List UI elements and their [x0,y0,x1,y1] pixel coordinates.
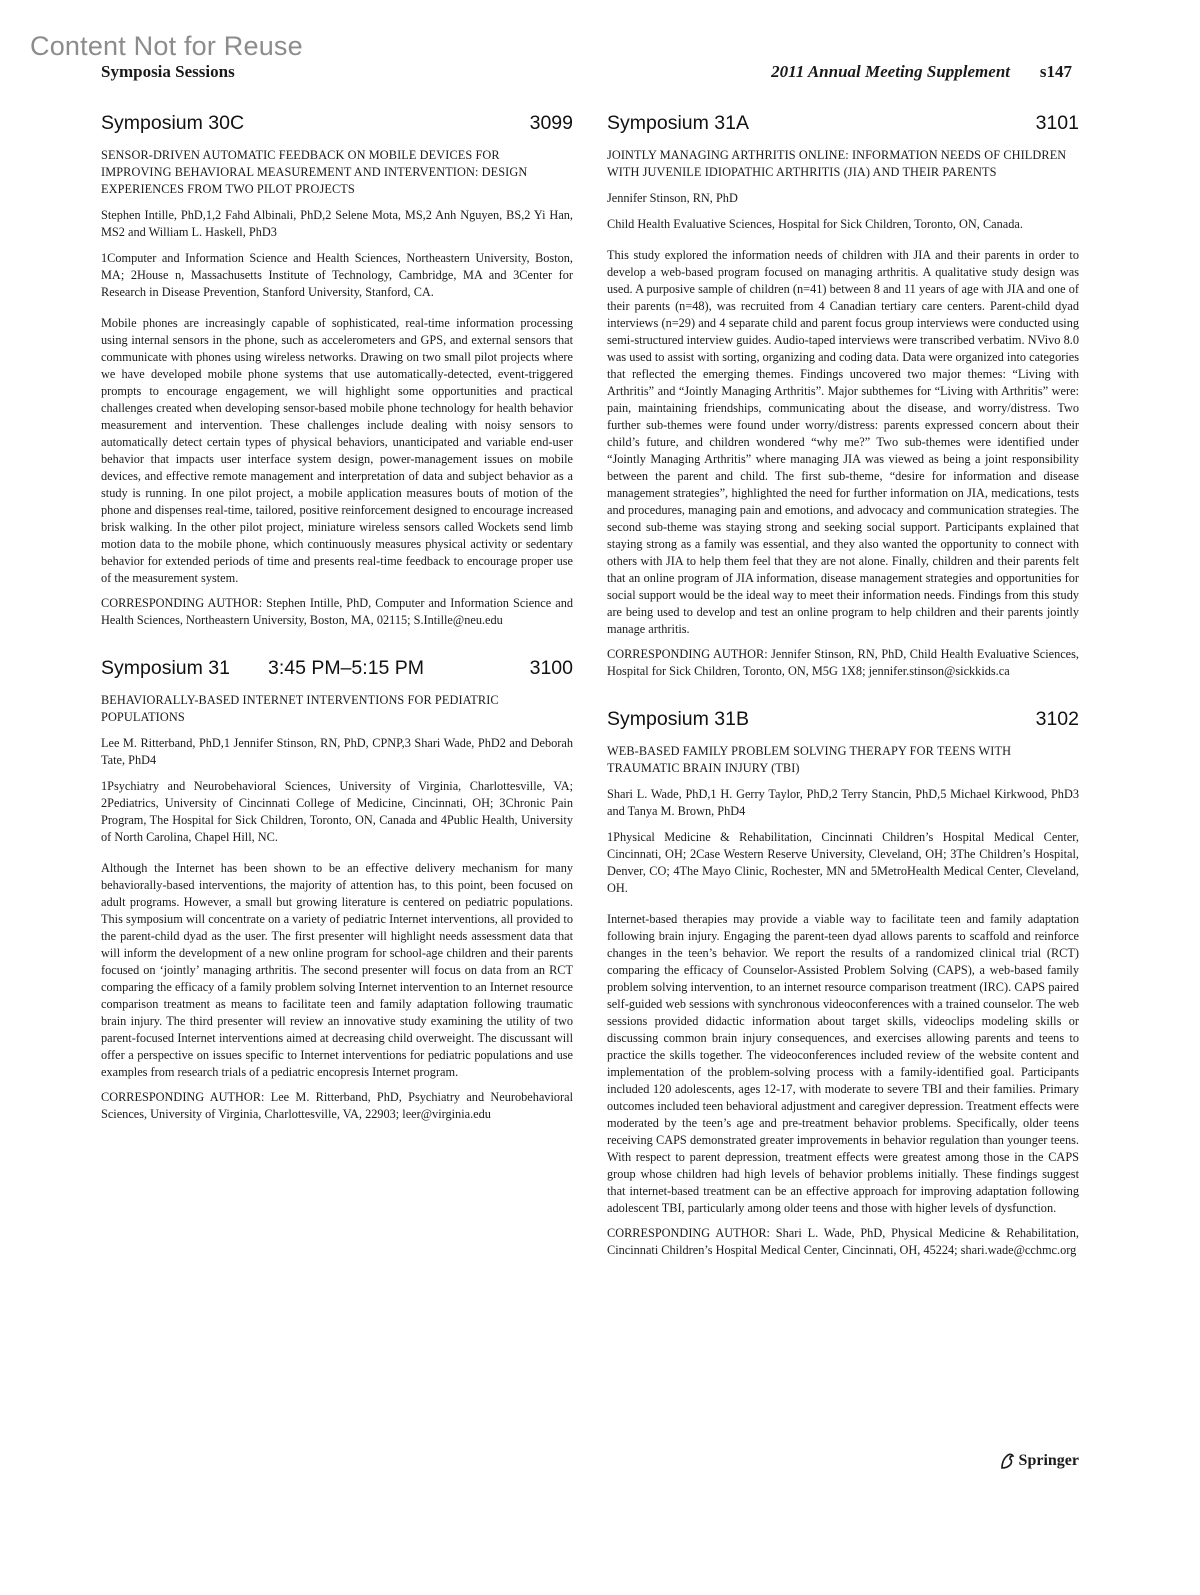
symposium-heading [607,708,1079,731]
abstract-body: Internet-based therapies may provide a viable way to facilitate teen and family adaptation following brain injury. Engaging the parent-teen dyad allows parents to scaffold and reinforce changes in the teen’s behavior. We report the results of a randomized clinical trial (RCT) comparing the efficacy of Counselor-Assisted Problem Solving (CAPS), a web-based family problem solving intervention, to an internet resource comparison treatment (IRC). CAPS paired self-guided web sessions with synchronous videoconferences with a trained counselor. The web sessions provided didactic information about target skills, videoclips modeling skills or discussing common brain injury consequences, and exercises allowing parents and teens to practice the skills together. The videoconferences included review of the website content and implementation of the problem-solving process with a family-identified goal. Participants included 120 adolescents, ages 12-17, with moderate to severe TBI and their families. Primary outcomes included teen behavioral adjustment and caregiver depression. Treatment effects were moderated by the teen’s age and pre-treatment behavior problems. Specifically, older teens receiving CAPS demonstrated greater improvements in behavior regulation than younger teens. With respect to parent depression, treatment effects were greatest among those in the CAPS group whose children had high levels of behavior problems initially. These findings suggest that internet-based treatment can be an effective approach for improving adaptation following adolescent TBI, particularly among older teens and those with higher levels of dysfunction. [607,912,1080,1215]
abstract-body: This study explored the information needs of children with JIA and their parents in order to develop a web-based program focused on managing arthritis. A qualitative study design was used. A purposive sample of children (n=41) between 8 and 11 years of age with JIA and one of their parents (n=48), was recruited from 4 Canadian tertiary care centers. Parent-child dyad interviews (n=29) and 4 separate child and parent focus group interviews were conducted using semi-structured interview guides. Audio-taped interviews were transcribed verbatim. NVivo 8.0 was used to assist with sorting, organizing and coding data. Data were organized into categories that reflected the emerging themes. Findings uncovered two major themes: “Living with Arthritis” and “Jointly Managing Arthritis”. Major subthemes for “Living with Arthritis” were: pain, maintaining friendships, communicating about the disease, and worry/distress. Two further sub-themes were found under worry/distress: parents expressed concern about their child’s future, and children wondered “why me?” Two sub-themes were identified under “Jointly Managing Arthritis” where managing JIA was viewed as being a joint responsibility between the parent and child. The first sub-theme, “desire for information and disease management strategies”, highlighted the need for further information on JIA, medications, tests and procedures, managing pain and emotions, and advocacy and communication strategies. The second sub-theme was staying strong and seeking social support. Participants explained that staying strong as a family was essential, and they also wanted the opportunity to connect with others with JIA to help them feel that they are not alone. Finally, children and their parents felt that an online program of JIA information, disease management strategies and opportunities for social support would be the ideal way to meet their information needs. Findings from this study are being used to develop and test an online program to help children and their parents jointly manage arthritis. [607,248,1079,636]
abstract-title: WEB-BASED FAMILY PROBLEM SOLVING THERAPY FOR TEENS WITH TRAUMATIC BRAIN INJURY (TBI) [607,744,1012,775]
corresponding-author: CORRESPONDING AUTHOR: Stephen Intille, PhD, Computer and Information Science and Health Sciences, Northeastern University, Boston, MA, 02115; S.Intille@neu.edu [101,596,573,627]
page-number: s147 [1039,62,1072,81]
symposium-heading [101,657,573,680]
abstract-body: Mobile phones are increasingly capable of sophisticated, real-time information processing using internal sensors in the phone, such as accelerometers and GPS, and external sensors that communicate with phones using wireless networks. Drawing on two small pilot projects where we have developed mobile phone systems that use automatically-detected, event-triggered prompts to encourage engagement, we will highlight some opportunities and practical challenges created when developing sensor-based mobile phone technology for health behavior measurement and intervention. These challenges include dealing with noisy sensors to automatically detect certain types of physical behaviors, unanticipated and variable end-user behavior that impacts user interface system design, power-management issues on mobile devices, and effective remote management and interpretation of data and subject behavior as a study is running. In one pilot project, a mobile application measures bouts of motion of the phone and dispenses real-time, tailored, positive reinforcement designed to encourage increased brisk walking. In the other pilot project, miniature wireless sensors called Wockets send limb motion data to the mobile phone, which continuously measures physical activity or sedentary behavior for extended periods of time and presents real-time feedback to encourage proper use of the measurement system. [101,316,573,585]
abstract-number: 3099 [529,112,573,134]
symposium-label: Symposium 31A [607,112,749,134]
abstract-affiliations: Child Health Evaluative Sciences, Hospital for Sick Children, Toronto, ON, Canada. [607,217,1023,231]
symposium-heading [101,112,573,135]
left-column [101,112,573,1151]
corresponding-author: CORRESPONDING AUTHOR: Lee M. Ritterband, PhD, Psychiatry and Neurobehavioral Sciences, University of Virginia, Charlottesville, VA, 22903; leer@virginia.edu [101,1090,573,1121]
abstract-title: JOINTLY MANAGING ARTHRITIS ONLINE: INFORMATION NEEDS OF CHILDREN WITH JUVENILE IDIOPATHIC ARTHRITIS (JIA) AND THEIR PARENTS [607,148,1067,179]
running-header-journal: 2011 Annual Meeting Supplement [771,62,1010,81]
symposium-3101 [607,112,1079,680]
session-time: 3:45 PM–5:15 PM [267,657,425,679]
abstract-authors: Lee M. Ritterband, PhD,1 Jennifer Stinson, RN, PhD, CPNP,3 Shari Wade, PhD2 and Deborah Tate, PhD4 [101,736,573,767]
abstract-title: SENSOR-DRIVEN AUTOMATIC FEEDBACK ON MOBILE DEVICES FOR IMPROVING BEHAVIORAL MEASUREMENT AND INTERVENTION: DESIGN EXPERIENCES FROM TWO PILOT PROJECTS [101,148,528,196]
publisher-logo [999,1452,1079,1470]
symposium-label: Symposium 31 [101,657,230,679]
abstract-number: 3102 [1035,708,1079,730]
abstract-affiliations: 1Physical Medicine & Rehabilitation, Cincinnati Children’s Hospital Medical Center, Cincinnati, OH; 2Case Western Reserve University, Cleveland, OH; 3The Children’s Hospital, Denver, CO; 4The Mayo Clinic, Rochester, MN and 5MetroHealth Medical Center, Cleveland, OH. [607,830,1079,895]
symposium-label: Symposium 30C [101,112,245,134]
symposium-3099 [101,112,573,629]
publisher-name: Springer [1018,1452,1079,1469]
abstract-authors: Shari L. Wade, PhD,1 H. Gerry Taylor, PhD,2 Terry Stancin, PhD,5 Michael Kirkwood, PhD3 and Tanya M. Brown, PhD4 [607,787,1079,818]
abstract-authors: Stephen Intille, PhD,1,2 Fahd Albinali, PhD,2 Selene Mota, MS,2 Anh Nguyen, BS,2 Yi Han, MS2 and William L. Haskell, PhD3 [101,208,573,239]
abstract-affiliations: 1Computer and Information Science and Health Sciences, Northeastern University, Boston, MA; 2House n, Massachusetts Institute of Technology, Cambridge, MA and 3Center for Research in Disease Prevention, Stanford University, Stanford, CA. [101,251,573,299]
symposium-label: Symposium 31B [607,708,749,730]
abstract-number: 3101 [1035,112,1079,134]
corresponding-author: CORRESPONDING AUTHOR: Jennifer Stinson, RN, PhD, Child Health Evaluative Sciences, Hospital for Sick Children, Toronto, ON, M5G 1X8; jennifer.stinson@sickkids.ca [607,647,1079,678]
abstract-number: 3100 [529,657,573,679]
running-header-section: Symposia Sessions [101,62,235,81]
abstract-authors: Jennifer Stinson, RN, PhD [607,191,738,205]
springer-horse-icon [999,1452,1015,1470]
watermark: Content Not for Reuse [30,31,303,61]
right-column [607,112,1079,1287]
abstract-title: BEHAVIORALLY-BASED INTERNET INTERVENTIONS FOR PEDIATRIC POPULATIONS [101,693,499,724]
symposium-heading [607,112,1079,135]
abstract-body: Although the Internet has been shown to be an effective delivery mechanism for many behaviorally-based interventions, the majority of attention has, to this point, been focused on adult programs. However, a small but growing literature is centered on pediatric populations. This symposium will concentrate on a variety of pediatric Internet interventions, all provided to the parent-child dyad as the user. The first presenter will highlight needs assessment data that will inform the development of a new online program for school-age children and their parents focused on ‘jointly’ managing arthritis. The second presenter will focus on data from an RCT comparing the efficacy of a family problem solving Internet intervention to an Internet resource comparison treatment as means to facilitate teen and family adaptation following traumatic brain injury. The third presenter will review an innovative study examining the utility of two parent-focused Internet interventions aimed at decreasing child overweight. The discussant will offer a perspective on issues specific to Internet interventions for pediatric populations and use examples from research trials of a pediatric encopresis Internet program. [101,861,573,1079]
symposium-3102 [607,708,1079,1259]
corresponding-author: CORRESPONDING AUTHOR: Shari L. Wade, PhD, Physical Medicine & Rehabilitation, Cincinnati Children’s Hospital Medical Center, Cincinnati, OH, 45224; shari.wade@cchmc.org [607,1226,1079,1257]
abstract-affiliations: 1Psychiatry and Neurobehavioral Sciences, University of Virginia, Charlottesville, VA; 2Pediatrics, University of Cincinnati College of Medicine, Cincinnati, OH; 3Chronic Pain Program, The Hospital for Sick Children, Toronto, ON, Canada and 4Public Health, University of North Carolina, Chapel Hill, NC. [101,779,573,844]
symposium-3100 [101,657,573,1123]
